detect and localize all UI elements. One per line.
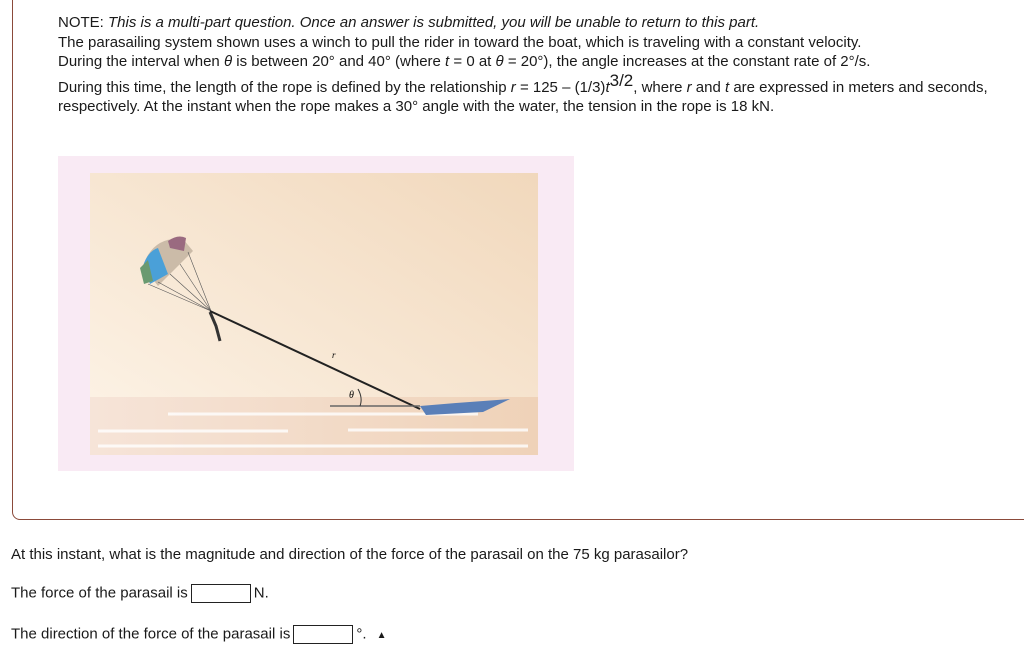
- problem-statement: NOTE: This is a multi-part question. Once an answer is submitted, you will be unable to return to this part. The parasailing system shown uses a winch to pull the rider in toward the boat, which is traveling with a constant velocity. During the interval when θ is between 20° and 40° (where t = 0 at θ = 20°), the angle increases at the constant rate of 2°/s. During this time, the length of the rope is defined by the relationship $r = 125 - (1/3)t^{3/2}$, where r and t are expressed in meters and seconds, respectively. At the instant when the rope makes a 30° angle with the water, the tension in the rope is 18 kN.: [58, 13, 998, 117]
- force-row: The force of the parasail is N.: [11, 584, 269, 602]
- parasail-illustration: [58, 156, 574, 471]
- rope-label: r: [332, 350, 336, 360]
- note-text: This is a multi-part question. Once an answer is submitted, you will be unable to return to this part.: [108, 14, 760, 31]
- edit-icon[interactable]: ▲: [376, 630, 387, 642]
- question-text: At this instant, what is the magnitude and direction of the force of the parasail on the 75 kg parasailor?: [11, 546, 689, 563]
- note-label: NOTE:: [58, 14, 104, 31]
- direction-row: The direction of the force of the parasail is °. ▲: [11, 625, 387, 643]
- problem-line: The parasailing system shown uses a winch to pull the rider in toward the boat, which is traveling with a constant velocity.: [58, 33, 862, 51]
- angle-label: θ: [349, 390, 354, 401]
- force-input[interactable]: [191, 584, 251, 603]
- parasail-figure: [58, 156, 574, 471]
- direction-input[interactable]: [293, 625, 353, 644]
